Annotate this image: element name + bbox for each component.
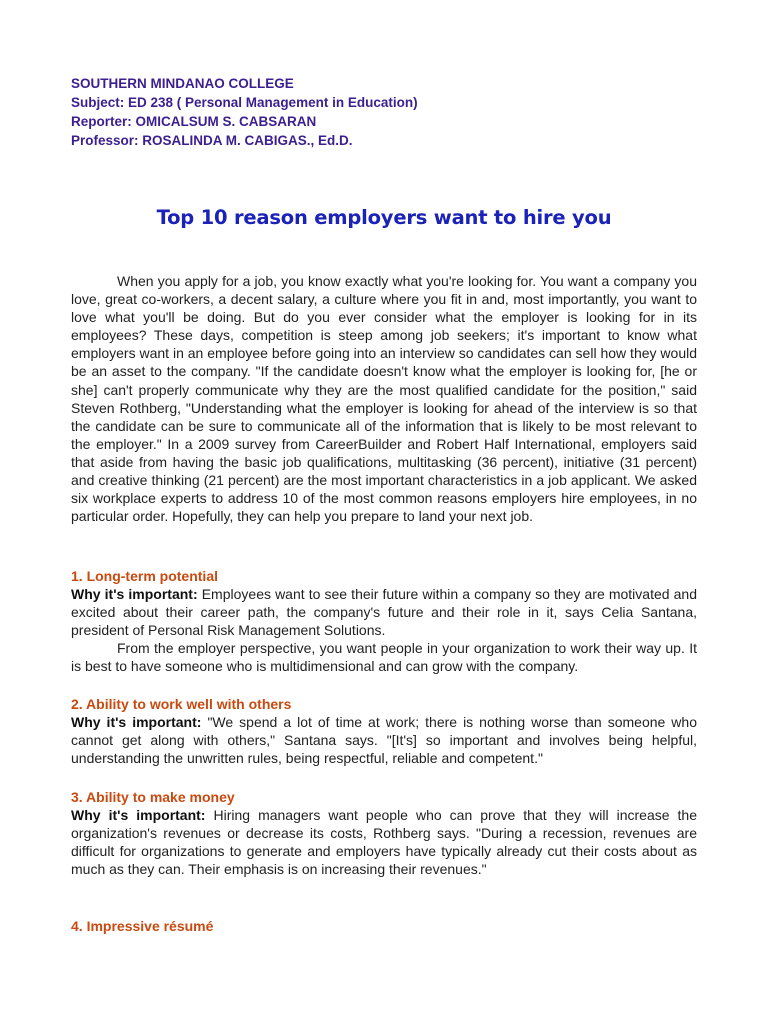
- section-paragraph: [71, 713, 697, 767]
- section-text: Hiring managers want people who can prove that they will increase the organization's revenues or decrease its costs, Rothberg says. "During a recession, revenues are difficult for organizations to generate and employers have typically already cut their costs about as much as they can. Their emphasis is on increasing their revenues.": [71, 807, 697, 878]
- section-heading: 2. Ability to work well with others: [71, 696, 292, 712]
- section-impressive-resume: [71, 917, 697, 935]
- section-text: Employees want to see their future within a company so they are motivated and excited about their career path, the company's future and their role in it, says Celia Santana, president of Personal Risk Management Solutions.: [71, 586, 697, 639]
- document-title: Top 10 reason employers want to hire you: [156, 206, 612, 229]
- section-paragraph: [71, 585, 697, 639]
- section-paragraph-extra: From the employer perspective, you want people in your organization to work their way up. It is best to have someone who is multidimensional and can grow with the company.: [71, 640, 697, 675]
- section-heading: 3. Ability to make money: [71, 789, 235, 805]
- section-heading: 4. Impressive résumé: [71, 918, 214, 934]
- why-label: Why it's important:: [71, 714, 202, 731]
- why-label: Why it's important:: [71, 586, 198, 603]
- section-heading: 1. Long-term potential: [71, 568, 218, 584]
- intro-paragraph: When you apply for a job, you know exactly what you're looking for. You want a company you love, great co-workers, a decent salary, a culture where you fit in and, most importantly, you want to love what you'll be doing. But do you ever consider what the employer is looking for in its employees? These days, competition is steep among job seekers; it's important to know what employers want in an employee before going into an interview so candidates can sell how they would be an asset to the company. "If the candidate doesn't know what the employer is looking for, [he or she] can't properly communicate why they are the most qualified candidate for the position," said Steven Rothberg, "Understanding what the employer is looking for ahead of the interview is so that the candidate can be sure to communicate all of the information that is likely to be most relevant to the employer." In a 2009 survey from CareerBuilder and Robert Half International, employers said that aside from having the basic job qualifications, multitasking (36 percent), initiative (31 percent) and creative thinking (21 percent) are the most important characteristics in a job applicant. We asked six workplace experts to address 10 of the most common reasons employers hire employees, in no particular order. Hopefully, they can help you prepare to land your next job.: [71, 273, 697, 525]
- section-work-with-others: [71, 695, 697, 767]
- professor-line: Professor: ROSALINDA M. CABIGAS., Ed.D.: [71, 133, 353, 148]
- document-header: [71, 74, 418, 150]
- reporter-line: Reporter: OMICALSUM S. CABSARAN: [71, 114, 317, 129]
- college-name: SOUTHERN MINDANAO COLLEGE: [71, 76, 294, 91]
- section-make-money: [71, 788, 697, 878]
- section-paragraph: [71, 806, 697, 878]
- why-label: Why it's important:: [71, 807, 206, 824]
- section-long-term-potential: [71, 567, 697, 676]
- subject-line: Subject: ED 238 ( Personal Management in Education): [71, 95, 418, 110]
- section-text: "We spend a lot of time at work; there is nothing worse than someone who cannot get along with others," Santana says. "[It's] so important and involves being helpful, understanding the unwritten rules, being respectful, reliable and competent.": [71, 714, 697, 767]
